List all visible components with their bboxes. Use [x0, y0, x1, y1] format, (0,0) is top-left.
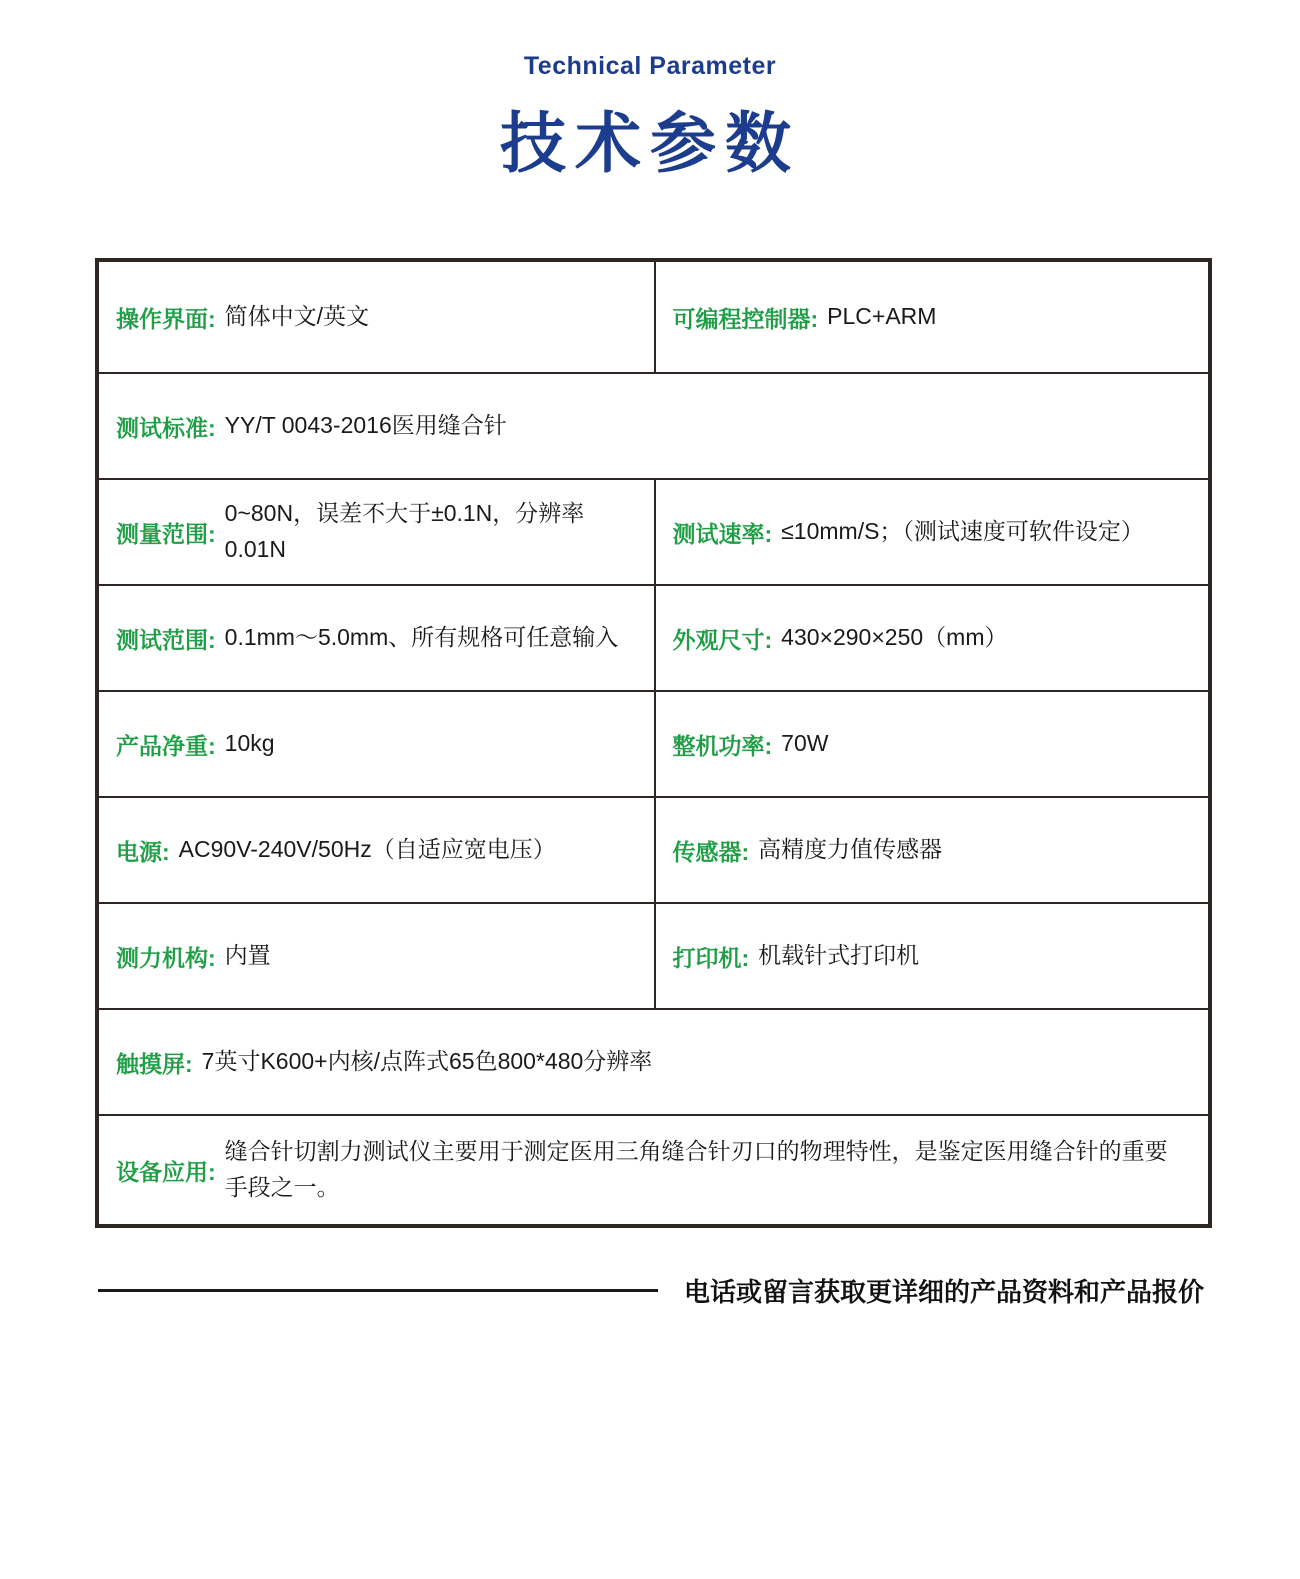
param-value: 0~80N，误差不大于±0.1N，分辨率0.01N: [224, 500, 585, 562]
table-row: [99, 798, 1208, 904]
param-value: 机载针式打印机: [758, 942, 920, 969]
table-cell: [654, 692, 1209, 796]
param-label: 操作界面:: [116, 305, 216, 332]
param-value: 高精度力值传感器: [758, 836, 943, 863]
param-label: 打印机:: [672, 944, 750, 971]
param-value: PLC+ARM: [827, 303, 937, 330]
param-label: 外观尺寸:: [672, 626, 773, 653]
param-value: ≤10mm/S；（测试速度可软件设定）: [781, 518, 1144, 545]
divider-line: [98, 1289, 658, 1292]
param-label: 测量范围:: [116, 520, 216, 547]
subtitle-en: Technical Parameter: [523, 52, 777, 80]
param-label: 测试范围:: [116, 626, 216, 653]
param-label: 触摸屏:: [116, 1050, 193, 1077]
param-value: YY/T 0043-2016医用缝合针: [224, 412, 507, 439]
table-row: [99, 480, 1208, 586]
table-row: [99, 1010, 1208, 1116]
param-label: 产品净重:: [116, 732, 216, 759]
param-label: 传感器:: [672, 838, 750, 865]
table-cell: [99, 798, 654, 902]
param-label: 整机功率:: [672, 732, 773, 759]
table-row: [99, 904, 1208, 1010]
param-value: AC90V-240V/50Hz（自适应宽电压）: [178, 836, 556, 863]
table-cell: [654, 904, 1209, 1008]
param-value: 0.1mm～5.0mm、所有规格可任意输入: [224, 624, 619, 651]
param-label: 测试速率:: [672, 520, 773, 547]
table-row: [99, 262, 1208, 374]
param-label: 设备应用:: [116, 1158, 216, 1185]
table-cell: [654, 798, 1209, 902]
table-row: [99, 1116, 1208, 1224]
table-cell: [654, 586, 1209, 690]
table-cell: [99, 1116, 1208, 1224]
footer-note: 电话或留言获取更详细的产品资料和产品报价: [684, 1277, 1205, 1307]
param-label: 电源:: [116, 838, 170, 865]
table-cell: [99, 480, 654, 584]
table-cell: [654, 262, 1209, 372]
table-cell: [99, 586, 654, 690]
page-title: 技术参数: [500, 106, 800, 180]
param-value: 10kg: [224, 730, 275, 757]
table-cell: [654, 480, 1209, 584]
param-value: 7英寸K600+内核/点阵式65色800*480分辨率: [201, 1048, 653, 1075]
footer: [98, 1272, 1215, 1309]
table-cell: [99, 692, 654, 796]
param-label: 测力机构:: [116, 944, 216, 971]
table-cell: [99, 904, 654, 1008]
table-cell: [99, 374, 1208, 478]
param-value: 70W: [781, 730, 829, 757]
param-value: 简体中文/英文: [224, 303, 370, 330]
table-cell: [99, 1010, 1208, 1114]
param-value: 430×290×250（mm）: [781, 624, 1008, 651]
param-value: 缝合针切割力测试仪主要用于测定医用三角缝合针刃口的物理特性，是鉴定医用缝合针的重要手段之一。: [224, 1138, 1168, 1200]
table-row: [99, 374, 1208, 480]
param-value: 内置: [224, 942, 271, 969]
param-label: 可编程控制器:: [672, 305, 819, 332]
table-row: [99, 586, 1208, 692]
table-cell: [99, 262, 654, 372]
spec-table: [95, 258, 1212, 1228]
param-label: 测试标准:: [116, 414, 216, 441]
table-row: [99, 692, 1208, 798]
